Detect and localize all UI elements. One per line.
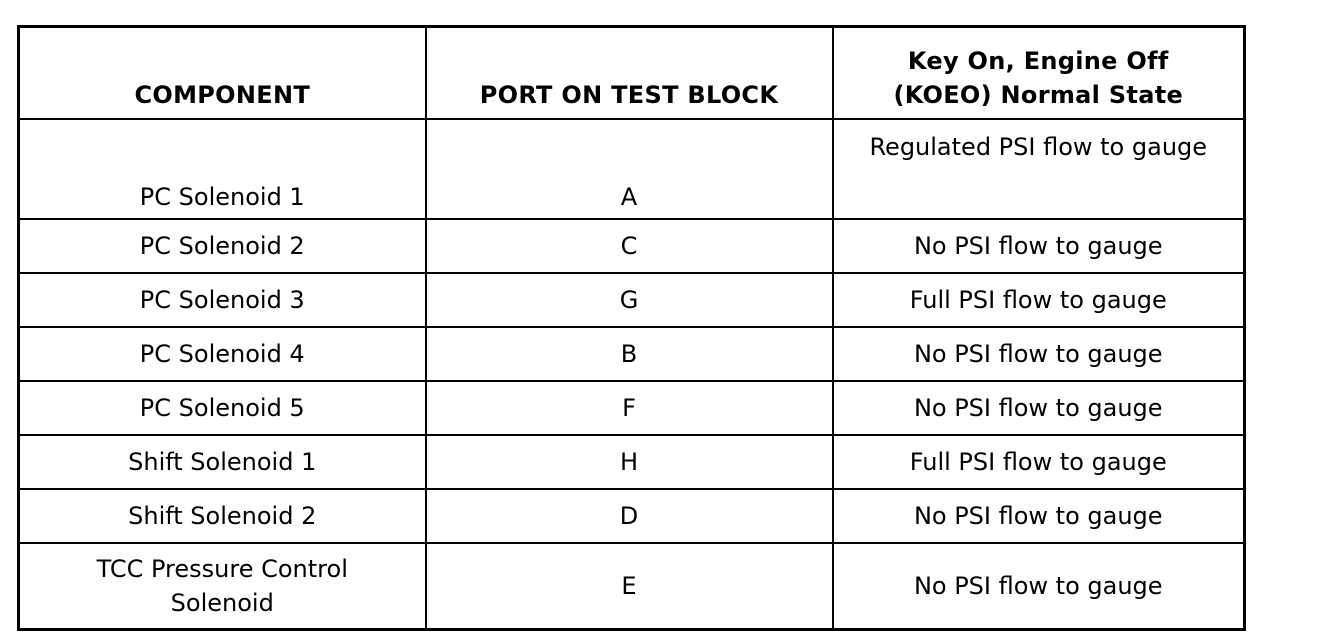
- state-cell: No PSI flow to gauge: [833, 219, 1245, 273]
- port-cell: B: [426, 327, 833, 381]
- component-cell: Shift Solenoid 1: [19, 435, 426, 489]
- port-cell: E: [426, 543, 833, 630]
- component-cell: [19, 543, 426, 630]
- port-cell: D: [426, 489, 833, 543]
- state-cell: Full PSI flow to gauge: [833, 435, 1245, 489]
- component-cell: PC Solenoid 1: [19, 119, 426, 219]
- header-port: PORT ON TEST BLOCK: [426, 27, 833, 120]
- state-cell: No PSI flow to gauge: [833, 381, 1245, 435]
- component-cell: PC Solenoid 2: [19, 219, 426, 273]
- table-row: [19, 435, 1245, 489]
- table-row: [19, 273, 1245, 327]
- table-row: [19, 489, 1245, 543]
- header-component: COMPONENT: [19, 27, 426, 120]
- port-cell: C: [426, 219, 833, 273]
- state-cell: No PSI flow to gauge: [833, 543, 1245, 630]
- component-line2: Solenoid: [170, 589, 274, 617]
- header-koeo-line2: (KOEO) Normal State: [893, 81, 1184, 109]
- state-cell: No PSI flow to gauge: [833, 489, 1245, 543]
- port-cell: A: [426, 119, 833, 219]
- table-header-row: [19, 27, 1245, 120]
- header-koeo-state: [833, 27, 1245, 120]
- component-cell: Shift Solenoid 2: [19, 489, 426, 543]
- component-cell: PC Solenoid 3: [19, 273, 426, 327]
- header-koeo-line1: Key On, Engine Off: [907, 47, 1169, 75]
- port-cell: F: [426, 381, 833, 435]
- state-cell: No PSI flow to gauge: [833, 327, 1245, 381]
- solenoid-test-table: [17, 25, 1246, 631]
- table-row: [19, 543, 1245, 630]
- component-cell: PC Solenoid 5: [19, 381, 426, 435]
- port-cell: G: [426, 273, 833, 327]
- table-row: [19, 327, 1245, 381]
- state-cell: Full PSI flow to gauge: [833, 273, 1245, 327]
- component-cell: PC Solenoid 4: [19, 327, 426, 381]
- table-row: [19, 119, 1245, 219]
- port-cell: H: [426, 435, 833, 489]
- table-row: [19, 219, 1245, 273]
- table-row: [19, 381, 1245, 435]
- component-line1: TCC Pressure Control: [96, 555, 348, 583]
- state-cell: Regulated PSI flow to gauge: [833, 119, 1245, 219]
